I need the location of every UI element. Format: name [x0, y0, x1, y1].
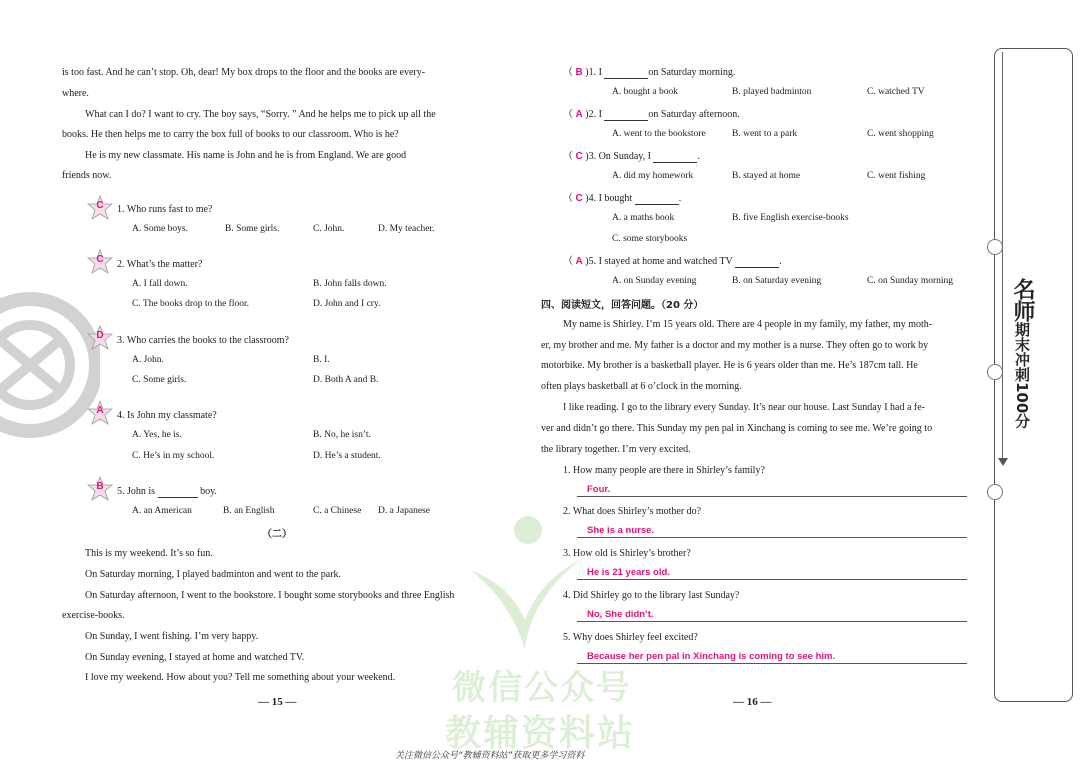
question-text: 5. Why does Shirley feel excited? [563, 632, 698, 643]
option: A. an American [132, 506, 192, 516]
binding-hole-icon [987, 364, 1003, 380]
option: B. No, he isn’t. [313, 430, 371, 440]
option: A. on Sunday evening [612, 276, 697, 286]
binding-hole-icon [987, 484, 1003, 500]
passage-line: the library together. I’m very excited. [541, 444, 691, 455]
option: A. Yes, he is. [132, 430, 182, 440]
footer-note: 关注微信公众号“教辅资料站”获取更多学习资料 [395, 751, 585, 761]
answer-star-badge: C [87, 249, 113, 275]
page-number: — 15 — [258, 696, 297, 708]
question-text: 3. Who carries the books to the classroom? [117, 335, 289, 346]
answer-line: He is 21 years old. [577, 565, 967, 580]
question-text: 5. John is boy. [117, 486, 217, 497]
choice-question: （ C )4. I bought . [563, 193, 682, 204]
option: A. I fall down. [132, 279, 188, 289]
question-text: 1. Who runs fast to me? [117, 204, 213, 215]
option: B. Some girls. [225, 224, 280, 234]
option: D. My teacher. [378, 224, 435, 234]
option: A. Some boys. [132, 224, 188, 234]
question-text: 4. Is John my classmate? [117, 410, 217, 421]
passage-line: I like reading. I go to the library every Sunday. It’s near our house. Last Sunday I had a fe- [563, 402, 926, 413]
option: B. an English [223, 506, 275, 516]
stamp-watermark-icon [0, 290, 100, 440]
option: C. John. [313, 224, 345, 234]
option: A. did my homework [612, 171, 694, 181]
option: C. went shopping [867, 129, 934, 139]
answer-star-badge: D [87, 325, 113, 351]
passage-line: exercise-books. [62, 610, 125, 621]
option: B. stayed at home [732, 171, 801, 181]
passage-line: On Saturday morning, I played badminton and went to the park. [85, 569, 342, 580]
question-text: 1. How many people are there in Shirley’s family? [563, 465, 765, 476]
question-text: 4. Did Shirley go to the library last Sunday? [563, 590, 740, 601]
passage-line: On Sunday evening, I stayed at home and watched TV. [85, 652, 305, 663]
passage-line: often plays basketball at 6 o’clock in the morning. [541, 381, 742, 392]
question-text: 2. What’s the matter? [117, 259, 203, 270]
option: C. Some girls. [132, 375, 187, 385]
brand-logo: 名师期末冲刺100分 [1010, 278, 1035, 429]
option: C. on Sunday morning [867, 276, 954, 286]
passage-line: books. He then helps me to carry the box full of books to our classroom. Who is he? [62, 129, 399, 140]
answer-line: Because her pen pal in Xinchang is coming to see him. [577, 649, 967, 664]
option: C. watched TV [867, 87, 925, 97]
answer-star-badge: C [87, 195, 113, 221]
option: A. John. [132, 355, 164, 365]
answer-star-badge: B [87, 476, 113, 502]
option: B. I. [313, 355, 330, 365]
passage-line: I love my weekend. How about you? Tell me something about your weekend. [85, 672, 396, 683]
watermark-line1: 微信公众号 [452, 668, 632, 708]
option: C. some storybooks [612, 234, 688, 244]
option: A. bought a book [612, 87, 678, 97]
watermark-line2: 教辅资料站 [445, 713, 636, 754]
passage-line: My name is Shirley. I’m 15 years old. There are 4 people in my family, my father, my moth- [563, 319, 933, 330]
sidebar-rule [1002, 52, 1003, 462]
passage-line: er, my brother and me. My father is a doctor and my mother is a nurse. They often go to work by [541, 340, 929, 351]
choice-question: （ A )5. I stayed at home and watched TV . [563, 256, 782, 267]
option: D. a Japanese [378, 506, 430, 516]
arrow-down-icon [998, 458, 1008, 466]
option: C. The books drop to the floor. [132, 299, 249, 309]
passage-line: is too fast. And he can’t stop. Oh, dear! My box drops to the floor and the books are every- [62, 67, 426, 78]
choice-question: （ C )3. On Sunday, I . [563, 151, 700, 162]
passage-line: What can I do? I want to cry. The boy says, “Sorry. ” And he helps me to pick up all the [85, 109, 436, 120]
answer-line: Four. [577, 482, 967, 497]
section-title: 四、阅读短文，回答问题。（20 分） [541, 300, 704, 311]
choice-question: （ B )1. I on Saturday morning. [563, 67, 736, 78]
option: D. Both A and B. [313, 375, 379, 385]
binding-hole-icon [987, 239, 1003, 255]
passage-line: friends now. [62, 170, 112, 181]
passage-line: where. [62, 88, 89, 99]
part2-title: （二） [262, 529, 292, 540]
option: C. went fishing [867, 171, 926, 181]
answer-line: No, She didn’t. [577, 607, 967, 622]
option: B. went to a park [732, 129, 798, 139]
option: C. a Chinese [313, 506, 362, 516]
passage-line: He is my new classmate. His name is John and he is from England. We are good [85, 150, 407, 161]
answer-line: She is a nurse. [577, 523, 967, 538]
passage-line: On Saturday afternoon, I went to the bookstore. I bought some storybooks and three English [85, 590, 455, 601]
option: D. He’s a student. [313, 451, 381, 461]
passage-line: ver and didn’t go there. This Sunday my pen pal in Xinchang is coming to see me. We’re going to [541, 423, 933, 434]
question-text: 2. What does Shirley’s mother do? [563, 506, 702, 517]
option: B. played badminton [732, 87, 812, 97]
passage-line: This is my weekend. It’s so fun. [85, 548, 213, 559]
option: A. a maths book [612, 213, 675, 223]
option: B. John falls down. [313, 279, 387, 289]
option: C. He’s in my school. [132, 451, 215, 461]
option: D. John and I cry. [313, 299, 381, 309]
question-text: 3. How old is Shirley’s brother? [563, 548, 691, 559]
option: B. five English exercise-books [732, 213, 849, 223]
passage-line: On Sunday, I went fishing. I’m very happy. [85, 631, 259, 642]
answer-star-badge: A [87, 400, 113, 426]
passage-line: motorbike. My brother is a basketball player. He is 6 years older than me. He’s 187cm tall. He [541, 360, 918, 371]
option: A. went to the bookstore [612, 129, 706, 139]
page-number: — 16 — [733, 696, 772, 708]
option: B. on Saturday evening [732, 276, 822, 286]
choice-question: （ A )2. I on Saturday afternoon. [563, 109, 740, 120]
